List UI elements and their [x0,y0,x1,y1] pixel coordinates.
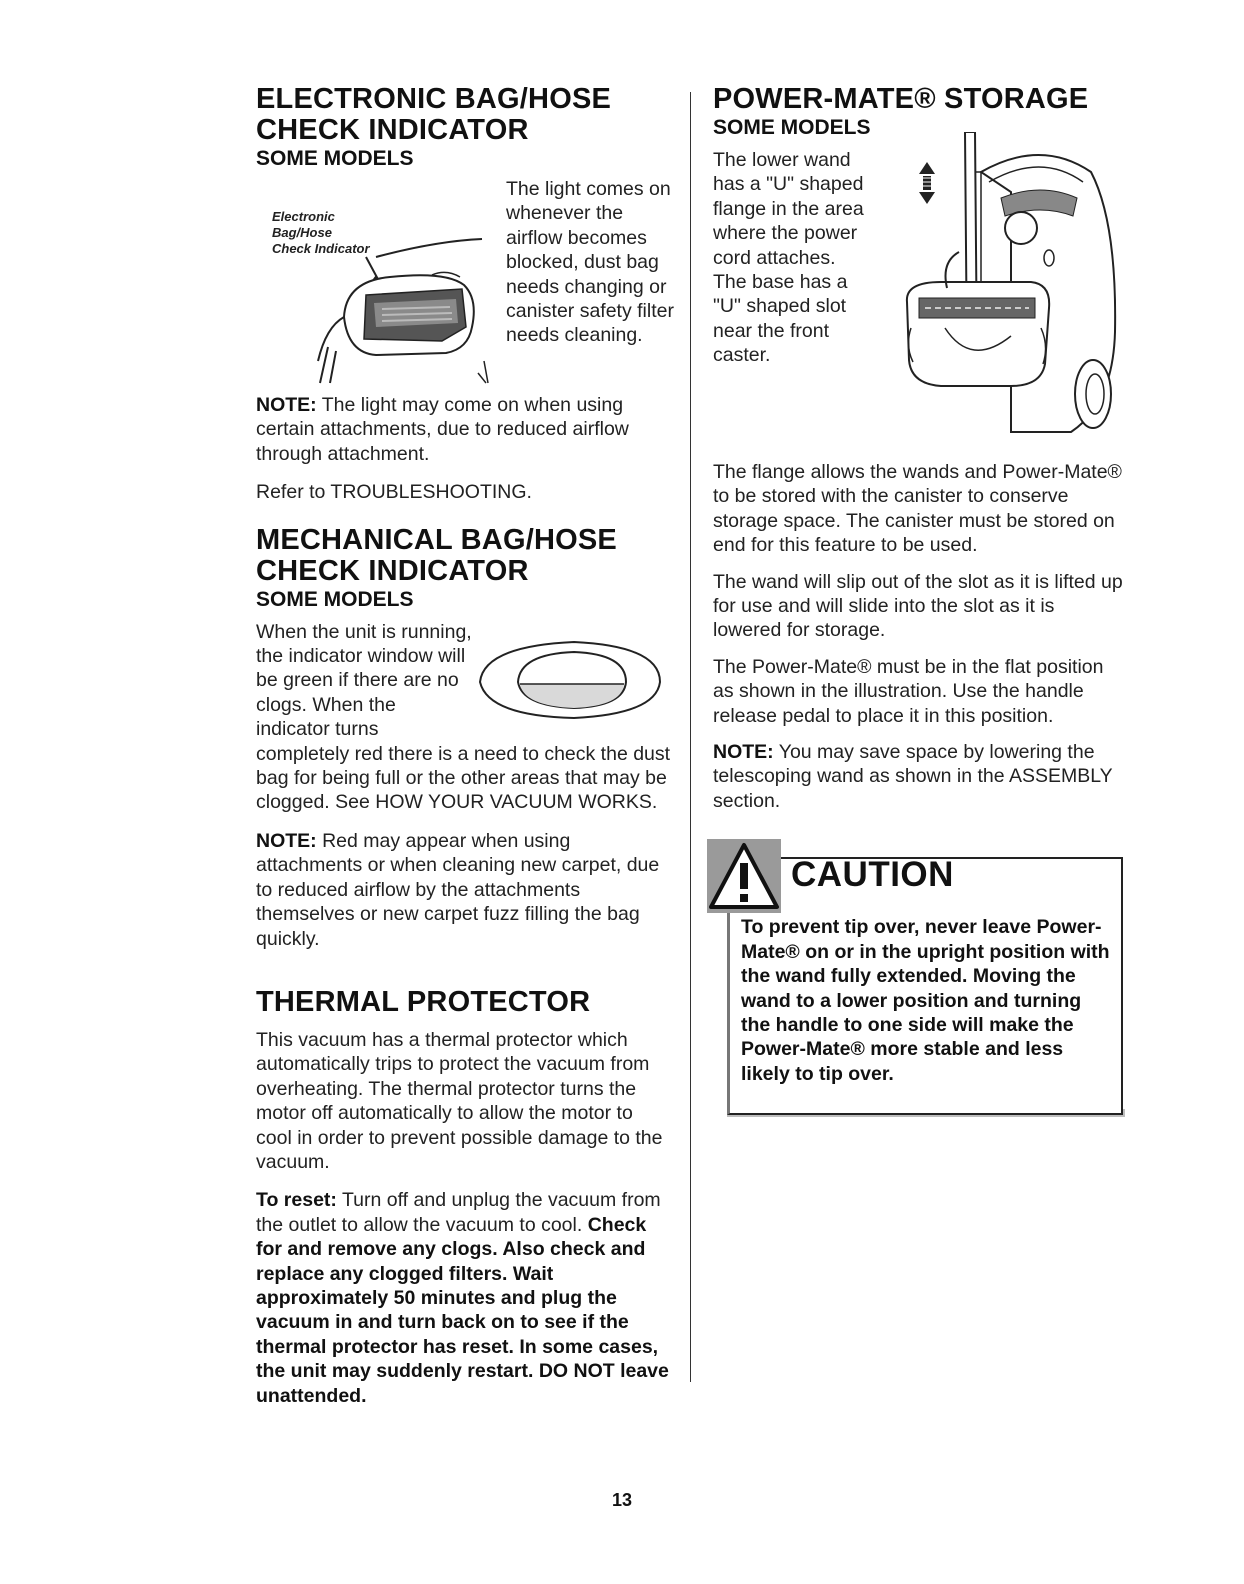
reset-text: Turn off and unplug the vacuum from the outlet to allow the vacuum to cool. [256,1189,661,1236]
storage-subtitle: SOME MODELS [713,116,871,139]
mechanical-title-line1: MECHANICAL BAG/HOSE [256,523,617,556]
power-mate-storage-illustration [901,132,1119,448]
electronic-indicator-illustration [256,177,500,387]
mechanical-indicator-section [256,525,672,951]
thermal-body: This vacuum has a thermal protector which automatically trips to protect the vacuum from overheating. The thermal protector turns the motor off automatically to allow the motor to cool in order to prevent possible damage to the vacuum. [256,1028,663,1173]
electronic-note-label: NOTE: [256,394,317,416]
thermal-reset [256,1188,672,1408]
electronic-title [256,84,672,146]
warning-icon [707,839,781,913]
figure-label-1: Electronic [272,209,335,224]
mechanical-title [256,525,672,587]
electronic-subtitle: SOME MODELS [256,147,414,170]
column-divider [690,92,691,1382]
storage-para-1: The flange allows the wands and Power-Mate® to be stored with the canister to conserve storage space. The canister must be stored on end for this feature to be used. [713,461,1122,557]
mechanical-subtitle: SOME MODELS [256,587,414,611]
storage-note [713,740,1125,813]
storage-figure-block [713,148,1125,448]
figure-label-2: Bag/Hose [272,225,332,240]
electronic-note [256,393,672,466]
thermal-protector-section [256,987,672,1408]
mechanical-note-label: NOTE: [256,829,317,852]
electronic-figure-block [256,177,672,393]
caution-title: CAUTION [791,855,954,895]
mechanical-note [256,829,672,951]
caution-body: To prevent tip over, never leave Power-Mate® on or in the upright position with the wand fully extended. Moving the wand to a lower position and turning the handle to one side will make the Power-Mate® more stable and less likely to tip over. [741,916,1110,1085]
electronic-indicator-section [256,84,672,505]
electronic-title-line1: ELECTRONIC BAG/HOSE [256,83,612,115]
storage-body: The lower wand has a "U" shaped flange in the area where the power cord attaches. The base has a "U" shaped slot near the front caster. [713,149,864,367]
refer-troubleshooting: Refer to TROUBLESHOOTING. [256,481,532,504]
electronic-body: The light comes on whenever the airflow becomes blocked, dust bag needs changing or canister safety filter needs cleaning. [506,178,674,347]
mechanical-body-block [256,620,672,815]
storage-title: POWER-MATE® STORAGE [713,83,1089,115]
right-column [713,84,1125,1119]
storage-para-3: The Power-Mate® must be in the flat position as shown in the illustration. Use the handle release pedal to place it in this position. [713,655,1104,727]
storage-note-text: You may save space by lowering the telescoping wand as shown in the ASSEMBLY section. [713,741,1113,812]
page-number: 13 [611,1490,633,1510]
indicator-window-illustration [474,634,666,722]
reset-bold-text: Check for and remove any clogs. Also check and replace any clogged filters. Wait approximately 50 minutes and plug the vacuum in and turn back on to see if the thermal protector has reset. In some cases, the unit may suddenly restart. DO NOT leave unattended. [256,1213,669,1407]
mechanical-note-text: Red may appear when using attachments or when cleaning new carpet, due to reduced airflow by the attachments themselves or new carpet fuzz filling the bag quickly. [256,829,660,950]
power-mate-storage-section [713,84,1125,813]
figure-label-3: Check Indicator [272,241,370,256]
left-column [256,84,672,1408]
storage-note-label: NOTE: [713,741,774,764]
mechanical-body: When the unit is running, the indicator window will be green if there are no clogs. When the indicator turns completely red there is a need to check the dust bag for being full or the other areas that may be clogged. See HOW YOUR VACUUM WORKS. [256,620,671,814]
caution-box [713,849,1125,1119]
reset-label: To reset: [256,1189,337,1212]
electronic-title-line2: CHECK INDICATOR [256,114,529,146]
electronic-note-text: The light may come on when using certain attachments, due to reduced airflow through attachment. [256,394,629,465]
storage-para-2: The wand will slip out of the slot as it is lifted up for use and will slide into the slot as it is lowered for storage. [713,570,1123,642]
mechanical-title-line2: CHECK INDICATOR [256,554,529,587]
thermal-title: THERMAL PROTECTOR [256,985,591,1018]
